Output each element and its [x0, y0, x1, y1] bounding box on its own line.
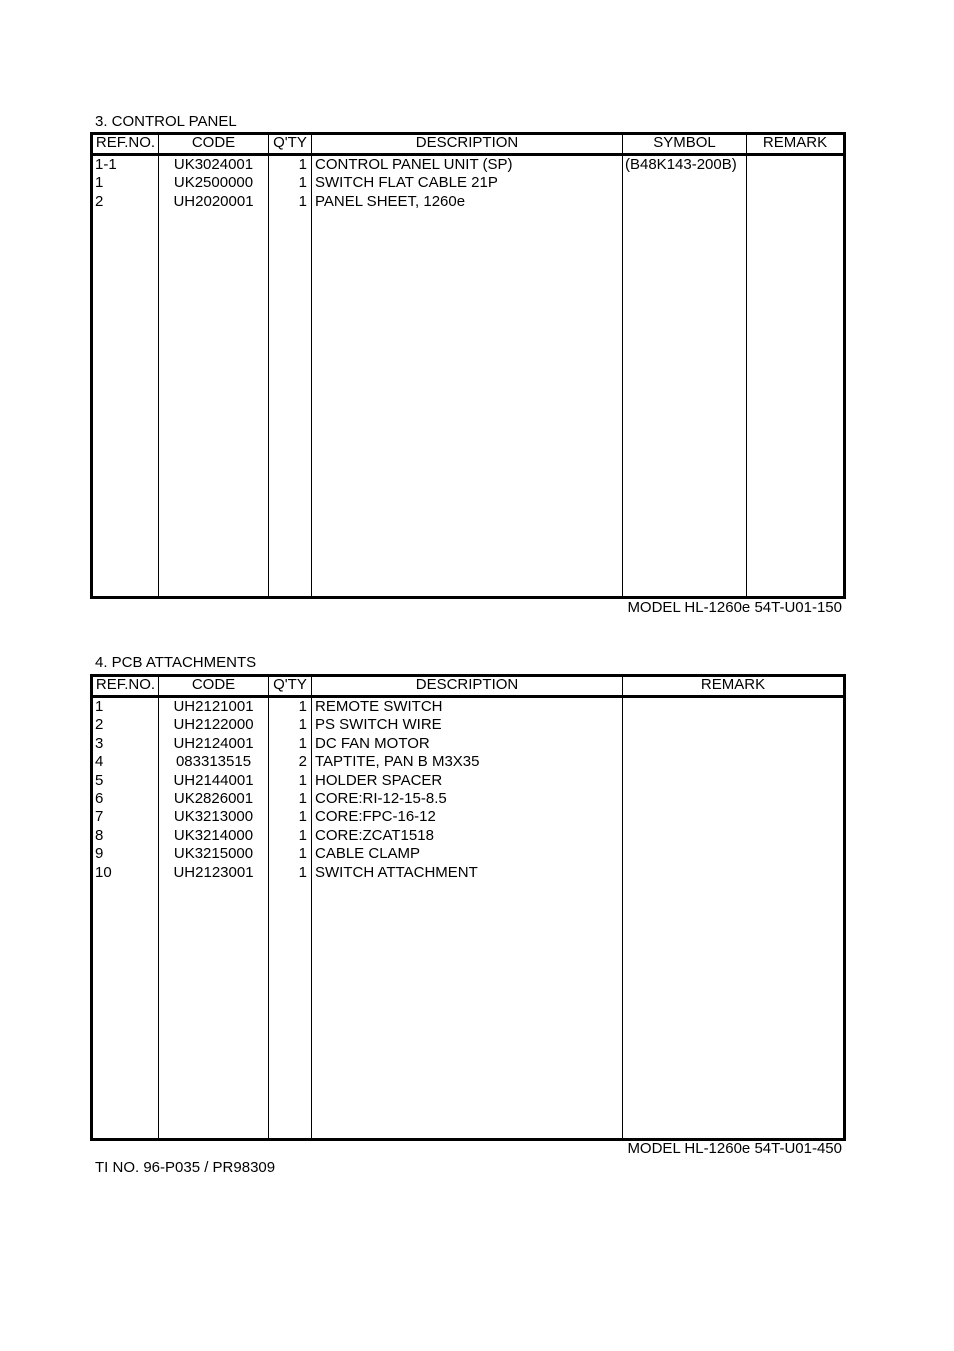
code-cell: 083313515 — [175, 753, 252, 771]
description-cell: TAPTITE, PAN B M3X35 — [315, 753, 480, 771]
qty-cell: 1 — [298, 716, 307, 734]
ref-no-cell: 2 — [95, 716, 104, 734]
qty-cell: 2 — [298, 753, 307, 771]
qty-cell: 1 — [298, 174, 307, 192]
description-cell: PS SWITCH WIRE — [315, 716, 442, 734]
table-row — [93, 846, 843, 864]
table-header — [93, 677, 843, 698]
code-cell: UK3213000 — [173, 808, 254, 826]
description-cell: CONTROL PANEL UNIT (SP) — [315, 156, 513, 173]
ref-no-cell: 2 — [95, 192, 104, 210]
ref-no-cell: 5 — [95, 771, 104, 789]
table-row — [93, 773, 843, 791]
ref-no-cell: 10 — [95, 863, 112, 881]
qty-cell: 1 — [298, 845, 307, 863]
qty-cell: 1 — [298, 789, 307, 807]
header-remark: REMARK — [700, 676, 766, 693]
code-cell: UK3215000 — [173, 845, 254, 863]
header-code: CODE — [191, 676, 236, 693]
pcb-attachments-parts-table — [90, 674, 846, 1141]
symbol-cell: (B48K143-200B) — [625, 156, 737, 173]
code-cell: UK3024001 — [173, 156, 254, 173]
table-row — [93, 754, 843, 772]
header-qty: Q'TY — [273, 676, 307, 693]
qty-cell: 1 — [298, 863, 307, 881]
ref-no-cell: 1 — [95, 174, 104, 192]
header-ref-no: REF.NO. — [95, 676, 156, 693]
table-row — [93, 157, 843, 175]
table-header — [93, 135, 843, 156]
table-row — [93, 791, 843, 809]
ref-no-cell: 6 — [95, 789, 104, 807]
code-cell: UH2124001 — [173, 734, 254, 752]
qty-cell: 1 — [298, 734, 307, 752]
table-body — [93, 699, 843, 883]
table-row — [93, 865, 843, 883]
ref-no-cell: 1 — [95, 698, 104, 715]
code-cell: UK3214000 — [173, 826, 254, 844]
description-cell: CORE:ZCAT1518 — [315, 826, 434, 844]
header-symbol: SYMBOL — [653, 134, 716, 151]
code-cell: UK2500000 — [173, 174, 254, 192]
table-row — [93, 809, 843, 827]
table-row — [93, 175, 843, 193]
qty-cell: 1 — [298, 771, 307, 789]
ref-no-cell: 3 — [95, 734, 104, 752]
ref-no-cell: 7 — [95, 808, 104, 826]
description-cell: CORE:FPC-16-12 — [315, 808, 436, 826]
ti-number-label: TI NO. 96-P035 / PR98309 — [95, 1159, 276, 1176]
description-cell: REMOTE SWITCH — [315, 698, 443, 715]
ref-no-cell: 1-1 — [95, 156, 117, 173]
qty-cell: 1 — [298, 826, 307, 844]
model-number-label: MODEL HL-1260e 54T-U01-150 — [627, 599, 842, 616]
table-row — [93, 194, 843, 212]
qty-cell: 1 — [298, 192, 307, 210]
section-3-title: 3. CONTROL PANEL — [95, 113, 237, 130]
code-cell: UK2826001 — [173, 789, 254, 807]
code-cell: UH2020001 — [173, 192, 254, 210]
ref-no-cell: 9 — [95, 845, 104, 863]
header-remark: REMARK — [762, 134, 828, 151]
ref-no-cell: 8 — [95, 826, 104, 844]
description-cell: CORE:RI-12-15-8.5 — [315, 789, 447, 807]
description-cell: CABLE CLAMP — [315, 845, 421, 863]
ref-no-cell: 4 — [95, 753, 104, 771]
description-cell: PANEL SHEET, 1260e — [315, 192, 466, 210]
header-qty: Q'TY — [273, 134, 307, 151]
description-cell: HOLDER SPACER — [315, 771, 443, 789]
code-cell: UH2144001 — [173, 771, 254, 789]
qty-cell: 1 — [298, 808, 307, 826]
description-cell: SWITCH FLAT CABLE 21P — [315, 174, 498, 192]
table-row — [93, 699, 843, 717]
model-number-label: MODEL HL-1260e 54T-U01-450 — [627, 1140, 842, 1157]
header-description: DESCRIPTION — [415, 134, 519, 151]
table-body — [93, 157, 843, 212]
code-cell: UH2123001 — [173, 863, 254, 881]
header-ref-no: REF.NO. — [95, 134, 156, 151]
qty-cell: 1 — [298, 698, 307, 715]
table-row — [93, 717, 843, 735]
qty-cell: 1 — [298, 156, 307, 173]
table-row — [93, 828, 843, 846]
code-cell: UH2121001 — [173, 698, 254, 715]
table-row — [93, 736, 843, 754]
header-code: CODE — [191, 134, 236, 151]
description-cell: DC FAN MOTOR — [315, 734, 430, 752]
code-cell: UH2122000 — [173, 716, 254, 734]
control-panel-parts-table — [90, 132, 846, 599]
description-cell: SWITCH ATTACHMENT — [315, 863, 478, 881]
header-description: DESCRIPTION — [415, 676, 519, 693]
section-4-title: 4. PCB ATTACHMENTS — [95, 654, 257, 671]
